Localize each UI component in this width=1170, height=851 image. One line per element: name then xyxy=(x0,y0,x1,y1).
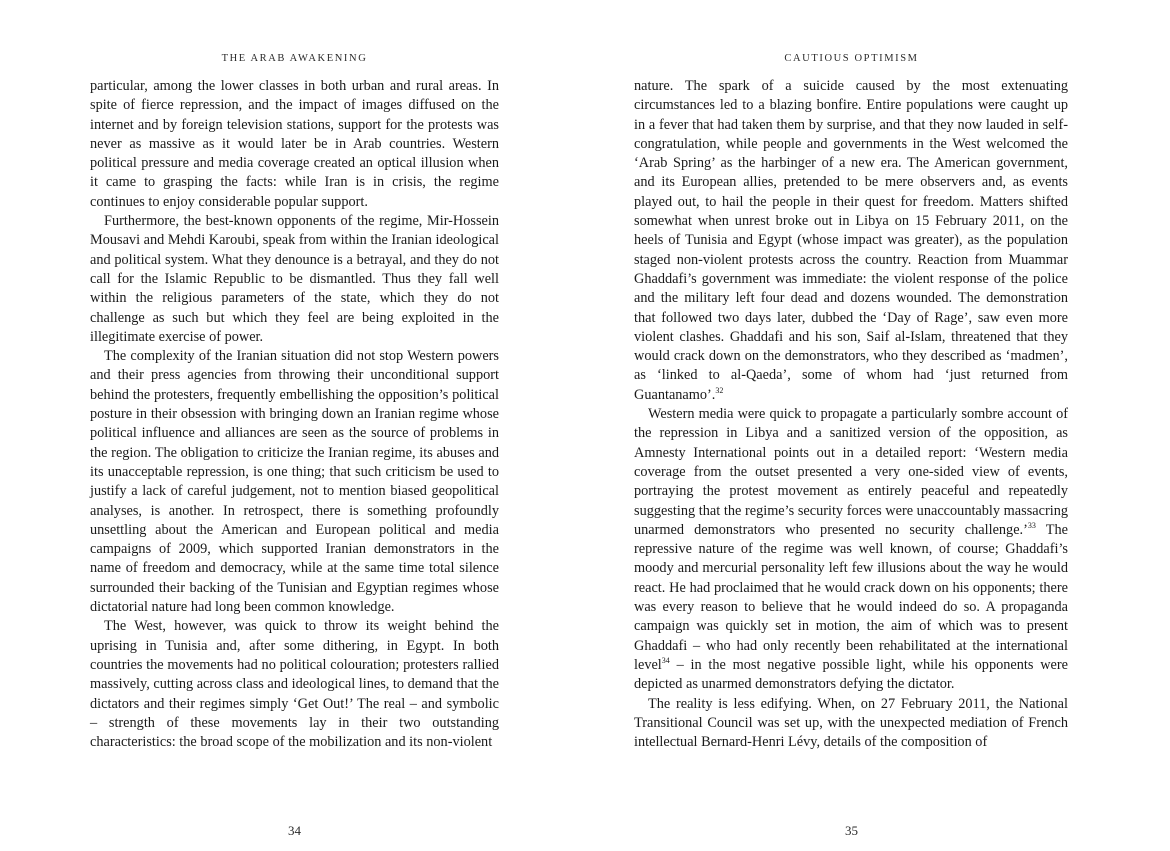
paragraph xyxy=(634,695,1068,753)
left-page-body xyxy=(90,77,499,752)
footnote-ref[interactable]: 34 xyxy=(661,656,670,666)
page-number-right: 35 xyxy=(845,823,858,838)
paragraph xyxy=(634,405,1068,694)
footnote-ref[interactable]: 32 xyxy=(715,385,724,395)
right-page xyxy=(585,0,1170,851)
footnote-ref[interactable]: 33 xyxy=(1027,521,1036,531)
paragraph-text: The repressive nature of the regime was well known, of course; Ghaddafi’s moody and mercurial personality left few illusions about the way he would react. He had proclaimed that he would crack down on his opponents; there was every reason to believe that he would indeed do so. A propaganda campaign was quickly set in motion, the aim of which was to present Ghaddafi – who had only recently been rehabilitated at the international level xyxy=(634,521,1068,673)
paragraph-text: The reality is less edifying. When, on 27 February 2011, the National Transitional Council was set up, with the unexpected mediation of French intellectual Bernard-Henri Lévy, details of the composition of xyxy=(634,695,1068,751)
paragraph: The complexity of the Iranian situation did not stop Western powers and their press agencies from throwing their unconditional support behind the protesters, frequently embellishing the opposition’s political posture in their obsession with bringing down an Iranian regime whose political influence and alliances are seen as the source of problems in the region. The obligation to criticize the Iranian regime, its abuses and its unacceptable repression, is one thing; that such criticism be used to justify a lack of careful judgement, not to mention biased geopolitical analyses, is another. In retrospect, there is something profoundly unsettling about the American and European political and media campaigns of 2009, which supported Iranian demonstrators in the name of freedom and democracy, while at the same time total silence surrounded their backing of the Tunisian and Egyptian regimes whose dictatorial nature had long been common knowledge. xyxy=(90,348,499,616)
paragraph: The West, however, was quick to throw its weight behind the uprising in Tunisia and, after some dithering, in Egypt. In both countries the movements had no political colouration; protesters rallied massively, cutting across class and ideological lines, to demand that the dictators and their regimes simply ‘Get Out!’ The real – and symbolic – strength of these movements lay in their two outstanding characteristics: the broad scope of the mobilization and its non-violent xyxy=(90,618,499,751)
paragraph: particular, among the lower classes in both urban and rural areas. In spite of fierce repression, and the impact of images diffused on the internet and by foreign television stations, support for the protests was never as massive as it would later be in Arab countries. Western political pressure and media coverage created an optical illusion when it came to grasping the facts: while Iran is in crisis, the regime continues to enjoy considerable popular support. xyxy=(90,78,499,210)
paragraph-text: nature. The spark of a suicide caused by the most extenuating circumstances led to a blazing bonfire. Entire populations were caught up in a fever that had taken them by surprise, and that they now lauded in self-congratulation, while people and governments in the West welcomed the ‘Arab Spring’ as the harbinger of a new era. The American government, and its European allies, pretended to be mere observers and, as events played out, to hail the people in their quest for freedom. Matters shifted somewhat when unrest broke out in Libya on 15 February 2011, on the heels of Tunisia and Egypt (whose impact was greater), as the population staged non-violent protests across the country. Reaction from Muammar Ghaddafi’s government was immediate: the violent response of the police and the military left four dead and dozens wounded. The demonstration that followed two days later, dubbed the ‘Day of Rage’, saw even more violent clashes. Ghaddafi and his son, Saif al-Islam, threatened that they would crack down on the demonstrators, who they described as ‘madmen’, as ‘linked to al-Qaeda’, some of whom had ‘just returned from Guantanamo’. xyxy=(634,78,1068,403)
paragraph: Furthermore, the best-known opponents of the regime, Mir-Hossein Mousavi and Mehdi Karoubi, speak from within the Iranian ideological and political system. What they denounce is a betrayal, and they do not call for the Islamic Republic to be dismantled. Thus they fall well within the religious parameters of the state, which they do not challenge as such but which they feel are being exploited in the illegitimate exercise of power. xyxy=(90,213,499,345)
page-number-left: 34 xyxy=(288,823,301,838)
right-page-body xyxy=(634,77,1068,752)
paragraph xyxy=(634,77,1068,405)
running-head-left: THE ARAB AWAKENING xyxy=(221,53,368,64)
running-head-right: CAUTIOUS OPTIMISM xyxy=(784,53,919,64)
paragraph-text: – in the most negative possible light, while his opponents were depicted as unarmed demonstrators defying the dictator. xyxy=(634,656,1068,693)
paragraph-text: Western media were quick to propagate a particularly sombre account of the repression in Libya and a sanitized version of the opposition, as Amnesty International points out in a detailed report: ‘Western media coverage from the outset presented a very one-sided view of events, portraying the protest movement as entirely peaceful and repeatedly suggesting that the regime’s security forces were unaccountably massacring unarmed demonstrators who presented no security challenge.’ xyxy=(634,406,1068,538)
